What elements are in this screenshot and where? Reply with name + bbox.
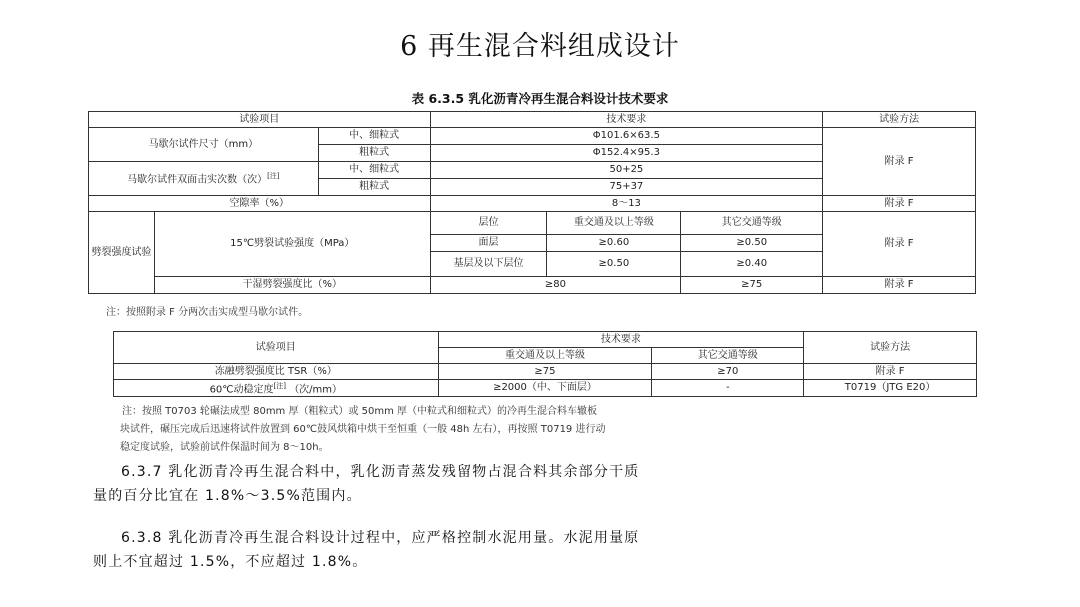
- tsr-other-value: ≥70: [652, 364, 804, 380]
- tsr-label: 冻融劈裂强度比 TSR（%）: [114, 364, 439, 380]
- header-requirement: 技术要求: [438, 332, 804, 348]
- header-test-item: 试验项目: [89, 112, 431, 128]
- chapter-heading: 6 再生混合料组成设计: [400, 31, 680, 62]
- method-appendix-f: 附录 F: [823, 212, 976, 277]
- method-appendix-f: 附录 F: [823, 196, 976, 212]
- layer-surface: 面层: [430, 235, 547, 252]
- split-label: 劈裂强度试验: [89, 212, 155, 294]
- void-value: 8～13: [430, 196, 823, 212]
- size-mid-value: Φ101.6×63.5: [430, 128, 823, 145]
- other-header: 其它交通等级: [652, 348, 804, 364]
- void-label: 空隙率（%）: [89, 196, 431, 212]
- heavy-header: 重交通及以上等级: [438, 348, 652, 364]
- table-note: 注：按照附录 F 分两次击实成型马歇尔试件。: [106, 307, 309, 318]
- surface-heavy-value: ≥0.60: [547, 235, 681, 252]
- dynamic-stability-label: 60℃动稳定度[注] （次/mm）: [114, 380, 439, 397]
- layer-header: 层位: [430, 212, 547, 235]
- blows-coarse-value: 75+37: [430, 179, 823, 196]
- blows-mid-value: 50+25: [430, 162, 823, 179]
- tsr-heavy-value: ≥75: [438, 364, 652, 380]
- note-line: 块试件，碾压完成后迅速将试件放置到 60℃鼓风烘箱中烘干至恒重（一般 48h 左右），再按照 T0719 进行动: [120, 424, 606, 435]
- grade-mid-fine: 中、细粒式: [318, 128, 430, 145]
- size-label: 马歇尔试件尺寸（mm）: [89, 128, 319, 162]
- split-test-label: 15℃劈裂试验强度（MPa）: [154, 212, 430, 277]
- base-heavy-value: ≥0.50: [547, 252, 681, 277]
- other-header: 其它交通等级: [681, 212, 823, 235]
- dynamic-stability-other-value: -: [652, 380, 804, 397]
- clause-line: 6.3.7 乳化沥青冷再生混合料中，乳化沥青蒸发残留物占混合料其余部分干质: [121, 464, 640, 480]
- dynamic-stability-method: T0719（JTG E20）: [804, 380, 977, 397]
- method-appendix-f: 附录 F: [823, 128, 976, 196]
- wetdry-heavy-value: ≥80: [430, 277, 681, 294]
- grade-mid-fine: 中、细粒式: [318, 162, 430, 179]
- header-test-item: 试验项目: [114, 332, 439, 364]
- dynamic-stability-heavy-value: ≥2000（中、下面层）: [438, 380, 652, 397]
- tsr-method: 附录 F: [804, 364, 977, 380]
- layer-base: 基层及以下层位: [430, 252, 547, 277]
- clause-line: 6.3.8 乳化沥青冷再生混合料设计过程中，应严格控制水泥用量。水泥用量原: [121, 530, 640, 546]
- table-note-2: [122, 403, 972, 457]
- header-requirement: 技术要求: [430, 112, 823, 128]
- note-line: 稳定度试验，试验前试件保温时间为 8～10h。: [120, 442, 329, 453]
- header-method: 试验方法: [823, 112, 976, 128]
- note-line: 注：按照 T0703 轮碾法成型 80mm 厚（粗粒式）或 50mm 厚（中粒式和细粒式）的冷再生混合料车辙板: [122, 406, 598, 417]
- size-coarse-value: Φ152.4×95.3: [430, 145, 823, 162]
- method-appendix-f: 附录 F: [823, 277, 976, 294]
- performance-requirements-table: [113, 331, 977, 397]
- grade-coarse: 粗粒式: [318, 179, 430, 196]
- design-requirements-table: [88, 111, 976, 294]
- surface-other-value: ≥0.50: [681, 235, 823, 252]
- base-other-value: ≥0.40: [681, 252, 823, 277]
- clause-line: 则上不宜超过 1.5%，不应超过 1.8%。: [93, 554, 368, 570]
- wetdry-other-value: ≥75: [681, 277, 823, 294]
- header-method: 试验方法: [804, 332, 977, 364]
- blows-label: 马歇尔试件双面击实次数（次）[注]: [89, 162, 319, 196]
- grade-coarse: 粗粒式: [318, 145, 430, 162]
- table-caption: 表 6.3.5 乳化沥青冷再生混合料设计技术要求: [411, 91, 669, 106]
- clause-6-3-8: [93, 526, 978, 574]
- clause-line: 量的百分比宜在 1.8%～3.5%范围内。: [93, 488, 362, 504]
- wetdry-label: 干湿劈裂强度比（%）: [154, 277, 430, 294]
- heavy-header: 重交通及以上等级: [547, 212, 681, 235]
- clause-6-3-7: [93, 460, 978, 508]
